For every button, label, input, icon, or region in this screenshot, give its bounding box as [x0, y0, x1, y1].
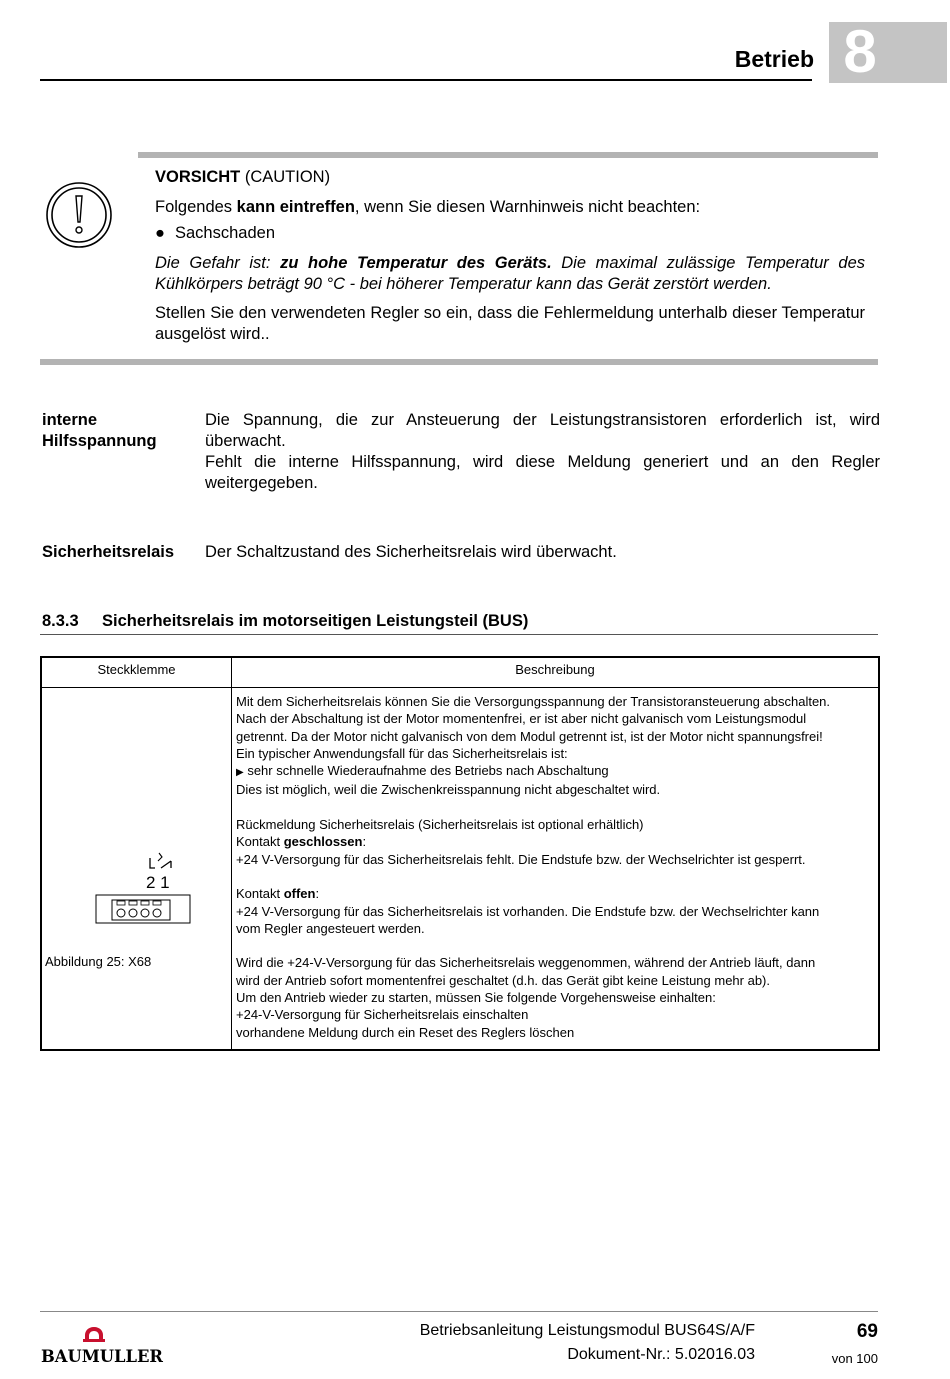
item-label-hilfsspannung: interne Hilfsspannung [42, 411, 157, 450]
footer-rule [40, 1311, 878, 1312]
warning-bottom-bar [40, 359, 878, 365]
baumuller-logo [40, 1325, 166, 1365]
description-text: Mit dem Sicherheitsrelais können Sie die Versorgungsspannung der Transistoransteuerung abschalten. Nach der Abschaltung ist der Motor momentenfrei, er ist aber nicht galvanisch vom Leistungsmodul getrennt. Da der Motor nicht galvanisch von dem Modul getrennt ist, ist der Motor nicht spannungsfrei! Ein typischer Anwendungsfall für das Sicherheitsrelais ist: ▶ sehr schnelle Wiederaufnahme des Betriebs nach Abschaltung Dies ist möglich, weil die Zwischenkreisspannung nicht abgeschaltet wird. Rückmeldung Sicherheitsrelais (Sicherheitsrelais ist optional erhältlich) Kontakt geschlossen: +24 V-Versorgung für das Sicherheitsrelais fehlt. Die Endstufe bzw. der Wechselrichter ist gesperrt. Kontakt offen: +24 V-Versorgung für das Sicherheitsrelais ist vorhanden. Die Endstufe bzw. der Wechselrichter kann vom Regler angesteuert werden. Wird die +24-V-Versorgung für das Sicherheitsrelais weggenommen, während der Antrieb läuft, dann wird der Antrieb sofort momentenfrei geschaltet (d.h. das Gerät gibt keine Leistung mehr ab). Um den Antrieb wieder zu starten, müssen Sie folgende Vorgehensweise einhalten: +24-V-Versorgung für Sicherheitsrelais einschalten vorhandene Meldung durch ein Reset des Reglers löschen [236, 693, 876, 1041]
list-item: ▶ sehr schnelle Wiederaufnahme des Betriebs nach Abschaltung [236, 763, 609, 779]
section-title: Sicherheitsrelais im motorseitigen Leistungsteil (BUS) [102, 612, 529, 630]
svg-text:BAUMULLER: BAUMULLER [41, 1347, 164, 1365]
footer-document-number: Dokument-Nr.: 5.02016.03 [567, 1346, 755, 1363]
table-column-divider [231, 656, 232, 1049]
section-rule [40, 634, 878, 635]
arrow-bullet-icon: ▶ [236, 767, 244, 779]
item-text-hilfsspannung: Die Spannung, die zur Ansteuerung der Leistungstransistoren erforderlich ist, wird überwacht. Fehlt die interne Hilfsspannung, wird diese Meldung generiert und an den Regler weitergegeben. [205, 411, 880, 492]
warning-advice: Stellen Sie den verwendeten Regler so ein, dass die Fehlermeldung unterhalb dieser Temperatur ausgelöst wird.. [155, 304, 865, 343]
table-header-steckklemme: Steckklemme [97, 662, 176, 677]
footer-manual-title: Betriebsanleitung Leistungsmodul BUS64S/A/F [419, 1322, 755, 1339]
terminal-pin-label: 2 1 [146, 873, 170, 892]
warning-bullet: ● Sachschaden [155, 224, 275, 242]
figure-caption: Abbildung 25: X68 [45, 954, 152, 969]
warning-title: VORSICHT (CAUTION) [155, 168, 331, 186]
warning-top-bar [138, 152, 878, 158]
item-label-sicherheitsrelais: Sicherheitsrelais [42, 543, 175, 561]
page-total: von 100 [831, 1351, 878, 1366]
section-number: 8.3.3 [42, 612, 79, 630]
page-number: 69 [856, 1321, 878, 1342]
caution-icon [44, 180, 114, 250]
table-header-beschreibung: Beschreibung [515, 662, 595, 677]
item-text-sicherheitsrelais: Der Schaltzustand des Sicherheitsrelais wird überwacht. [205, 543, 617, 561]
warning-consequence: Folgendes kann eintreffen, wenn Sie diesen Warnhinweis nicht beachten: [155, 198, 701, 216]
chapter-number: 8 [843, 18, 877, 85]
warning-danger: Die Gefahr ist: zu hohe Temperatur des Geräts. Die maximal zulässige Temperatur des Kühlkörpers beträgt 90 °C - bei höherer Temperatur kann das Gerät zerstört werden. [155, 254, 865, 293]
relay-contact-symbol [95, 848, 195, 928]
header-rule [40, 79, 812, 81]
chapter-title: Betrieb [734, 46, 814, 72]
table-header-divider [40, 687, 880, 688]
